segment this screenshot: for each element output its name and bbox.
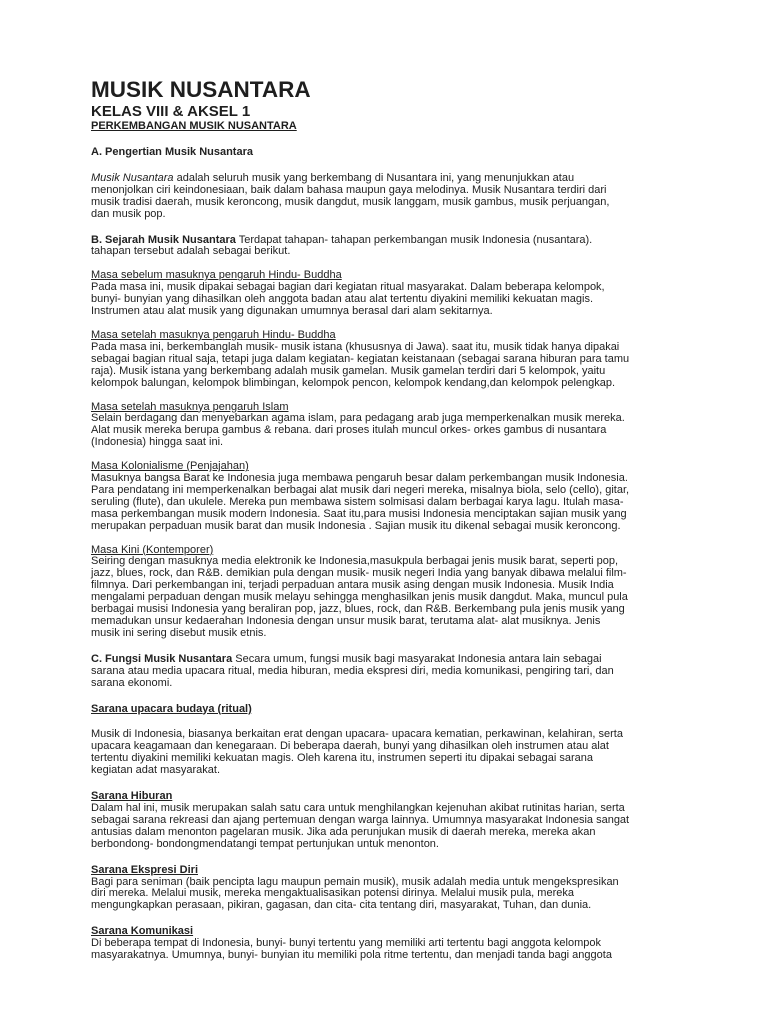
document-subheading: PERKEMBANGAN MUSIK NUSANTARA [91,120,297,132]
section-b-paragraph: B. Sejarah Musik Nusantara Terdapat tahapan- tahapan perkembangan musik Indonesia (nusantara). tahapan tersebut adalah sebagai berikut. [91,233,593,258]
section-c-heading: C. Fungsi Musik Nusantara [91,652,233,665]
fungsi-komunikasi-heading: Sarana Komunikasi [91,925,194,938]
term-musik-nusantara: Musik Nusantara [91,171,174,184]
document-subtitle: KELAS VIII & AKSEL 1 [91,103,251,120]
masa-hindu-after-heading: Masa setelah masuknya pengaruh Hindu- Buddha [91,328,336,341]
fungsi-hiburan-heading: Sarana Hiburan [91,790,173,803]
section-a-heading: A. Pengertian Musik Nusantara [91,146,253,158]
masa-kolonial-heading: Masa Kolonialisme (Penjajahan) [91,460,249,473]
section-a-paragraph: Musik Nusantara adalah seluruh musik yang berkembang di Nusantara ini, yang menunjukkan atau menonjolkan ciri keindonesiaan, baik dalam bahasa maupun gaya melodinya. Musik Nusantara terdiri dari musik tradisi daerah, musik keroncong, musik dangdut, musik langgam, musik gambus, musik perjuangan, dan musik pop. [91,171,610,220]
fungsi-ritual-paragraph: Musik di Indonesia, biasanya berkaitan erat dengan upacara- upacara kematian, perkawinan, kelahiran, serta upacara keagamaan dan kenegaraan. Di beberapa daerah, bunyi yang dihasilkan oleh instrumen atau alat tertentu diyakini memiliki kekuatan magis. Oleh karena itu, instrumen seperti itu dipakai sebagai sarana kegiatan adat masyarakat. [91,728,623,777]
fungsi-ritual-heading: Sarana upacara budaya (ritual) [91,702,252,715]
masa-kini: Masa Kini (Kontemporer) Seiring dengan masuknya media elektronik ke Indonesia,masukpula berbagai jenis musik barat, seperti pop, jazz, blues, rock, dan R&B. demikian pula dengan musik- musik negeri India yang banyak dibawa melalui film- filmnya. Dari perkembangan ini, terjadi perpaduan antara musik asing dengan musik Indonesia. Musik India mengalami perpaduan dengan musik melayu sehingga menghasilkan jenis musik dangdut. Maka, muncul pula berbagai musisi Indonesia yang beraliran pop, jazz, blues, rock, dan R&B. Berkembang pula jenis musik yang memadukan unsur kedaerahan Indonesia dengan unsur musik barat, terutama alat- alat musiknya. Jenis musik ini sering disebut musik etnis. [91,543,628,639]
masa-islam-heading: Masa setelah masuknya pengaruh Islam [91,400,289,413]
fungsi-komunikasi: Sarana Komunikasi Di beberapa tempat di Indonesia, bunyi- bunyi tertentu yang memiliki arti tertentu bagi anggota kelompok masyarakatnya. Umumnya, bunyi- bunyian itu memiliki pola ritme tertentu, dan menjadi tanda bagi anggota [91,925,612,962]
fungsi-hiburan: Sarana Hiburan Dalam hal ini, musik merupakan salah satu cara untuk menghilangkan kejenuhan akibat rutinitas harian, serta sebagai sarana rekreasi dan ajang pertemuan dengan warga lainnya. Umumnya masyarakat Indonesia sangat antusias dalam menonton pagelaran musik. Jika ada perunjukan musik di daerah mereka, mereka akan berbondong- bondongmendatangi tempat pertunjukan untuk menonton. [91,790,630,850]
masa-hindu-after: Masa setelah masuknya pengaruh Hindu- Buddha Pada masa ini, berkembanglah musik- musik istana (khususnya di Jawa). saat itu, musik tidak hanya dipakai sebagai bagian ritual saja, tetapi juga dalam kegiatan- kegiatan keistanaan (sebagai sarana hiburan para tamu raja). Musik istana yang berkembang adalah musik gamelan. Musik gamelan terdiri dari 5 kelompok, yaitu kelompok balungan, kelompok blimbingan, kelompok pencon, kelompok kendang,dan kelompok pelengkap. [91,328,630,389]
masa-kolonial: Masa Kolonialisme (Penjajahan) Masuknya bangsa Barat ke Indonesia juga membawa pengaruh besar dalam perkembangan musik Indonesia. Para pendatang ini memperkenalkan berbagai alat musik dari negeri mereka, misalnya biola, selo (cello), gitar, seruling (flute), dan ukulele. Mereka pun membawa sistem solmisasi dalam berbagai karya lagu. Itulah masa- masa perkembangan musik modern Indonesia. Saat itu,para musisi Indonesia menciptakan sajian musik yang merupakan perpaduan musik barat dan musik Indonesia . Sajian musik itu dikenal sebagai musik keroncong. [91,460,630,532]
masa-hindu-before: Masa sebelum masuknya pengaruh Hindu- Buddha Pada masa ini, musik dipakai sebagai bagian dari kegiatan ritual masyarakat. Dalam beberapa kelompok, bunyi- bunyian yang dihasilkan oleh anggota badan atau alat tertentu diyakini memiliki kekuatan magis. Instrumen atau alat musik yang digunakan umumnya berasal dari alam sekitarnya. [91,269,605,318]
fungsi-ekspresi-heading: Sarana Ekspresi Diri [91,863,199,876]
masa-kini-heading: Masa Kini (Kontemporer) [91,543,214,556]
masa-islam: Masa setelah masuknya pengaruh Islam Selain berdagang dan menyebarkan agama islam, para pedagang arab juga memperkenalkan musik mereka. Alat musik mereka berupa gambus & rebana. dari proses itulah muncul orkes- orkes gambus di nusantara (Indonesia) hingga saat ini. [91,400,625,449]
fungsi-ekspresi: Sarana Ekspresi Diri Bagi para seniman (baik pencipta lagu maupun pemain musik), musik adalah media untuk mengekspresikan diri mereka. Melalui musik, mereka mengaktualisasikan potensi dirinya. Melalui musik pula, mereka mengungkapkan perasaan, pikiran, gagasan, dan cita- cita tentang diri, masyarakat, Tuhan, dan dunia. [91,863,619,912]
document-title: MUSIK NUSANTARA [91,77,311,102]
section-b-heading: B. Sejarah Musik Nusantara [91,233,236,246]
masa-hindu-before-heading: Masa sebelum masuknya pengaruh Hindu- Buddha [91,269,342,282]
section-c-paragraph: C. Fungsi Musik Nusantara Secara umum, fungsi musik bagi masyarakat Indonesia antara lain sebagai sarana atau media upacara ritual, media hiburan, media ekspresi diri, media komunikasi, pengiring tari, dan sarana ekonomi. [91,652,614,689]
